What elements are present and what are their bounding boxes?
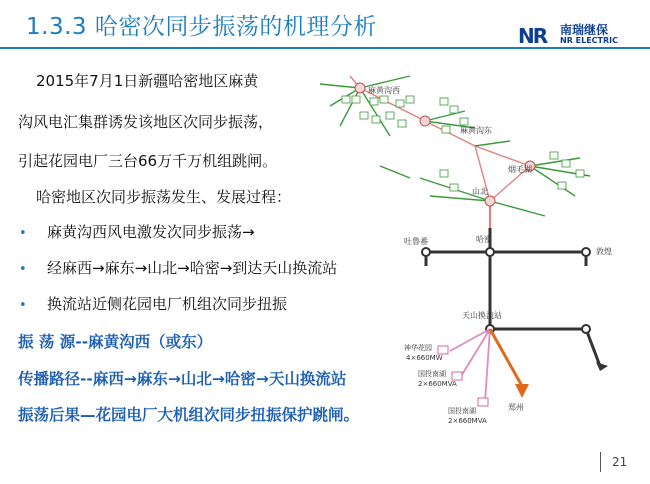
logo-chinese-name: 南瑞继保 bbox=[560, 23, 609, 37]
intro-line-3: 引起花园电厂三台66万千万机组跳闸。 bbox=[18, 152, 278, 170]
label-shanbei: 山北 bbox=[472, 187, 488, 196]
main-corridor bbox=[426, 228, 600, 366]
substation-boxes bbox=[342, 96, 584, 191]
label-zhengzhou: 郑州 bbox=[508, 403, 524, 412]
dunhuang-node bbox=[582, 248, 590, 256]
guotou2-plant bbox=[478, 398, 488, 406]
label-hami: 哈密 bbox=[476, 235, 492, 244]
label-huayuan-capacity: 4×660MW bbox=[406, 354, 443, 362]
oscillation-result: 振荡后果—花园电厂大机组次同步扭振保护跳闸。 bbox=[18, 406, 360, 424]
process-heading: 哈密地区次同步振荡发生、发展过程： bbox=[36, 188, 292, 206]
label-tulufan: 吐鲁番 bbox=[404, 237, 428, 246]
east-arrow bbox=[596, 362, 608, 371]
bullet-marker: • bbox=[19, 298, 27, 313]
page-number: 21 bbox=[612, 455, 628, 469]
oscillation-source: 振 荡 源--麻黄沟西（或东） bbox=[18, 333, 213, 351]
upper-network bbox=[320, 76, 590, 228]
logo-mark: NR bbox=[518, 24, 547, 48]
bullet-item-3: 换流站近侧花园电厂机组次同步扭振 bbox=[47, 295, 288, 313]
bullet-item-1: 麻黄沟西风电激发次同步振荡→ bbox=[47, 223, 255, 241]
logo-english-name: NR ELECTRIC bbox=[560, 36, 619, 45]
hami-node bbox=[486, 248, 494, 256]
title-divider bbox=[0, 47, 650, 49]
grid-network-diagram bbox=[300, 66, 650, 446]
label-yanmaohu: 烟毛湖 bbox=[508, 165, 532, 174]
page-number-divider bbox=[600, 452, 601, 472]
east-node bbox=[582, 325, 590, 333]
label-huayuan: 神华花园 bbox=[404, 344, 432, 352]
huayuan-plant bbox=[438, 346, 448, 354]
label-madong: 麻黄沟东 bbox=[460, 126, 492, 135]
label-guotou1-capacity: 2×660MVA bbox=[418, 380, 457, 388]
propagation-path: 传播路径--麻西→麻东→山北→哈密→天山换流站 bbox=[18, 370, 347, 388]
hvdc-arrow bbox=[515, 384, 529, 398]
bullet-marker: • bbox=[19, 262, 27, 277]
bullet-item-2: 经麻西→麻东→山北→哈密→到达天山换流站 bbox=[47, 259, 338, 277]
page-title: 1.3.3 哈密次同步振荡的机理分析 bbox=[26, 14, 377, 40]
hvdc-line bbox=[490, 329, 522, 386]
madong-node bbox=[420, 116, 430, 126]
label-dunhuang: 敦煌 bbox=[596, 247, 612, 256]
label-guotou2: 国投南湖 bbox=[448, 407, 476, 415]
label-maxi: 麻黄沟西 bbox=[368, 86, 400, 95]
shanbei-node bbox=[485, 196, 495, 206]
converter-plant-lines bbox=[450, 329, 490, 402]
guotou1-plant bbox=[452, 372, 462, 380]
label-guotou2-capacity: 2×660MVA bbox=[448, 417, 487, 425]
intro-line-2: 沟风电汇集群诱发该地区次同步振荡， bbox=[18, 113, 274, 131]
label-guotou1: 国投南湖 bbox=[418, 370, 446, 378]
tulufan-node bbox=[422, 248, 430, 256]
company-logo bbox=[518, 22, 643, 46]
bullet-marker: • bbox=[19, 226, 27, 241]
intro-line-1: 2015年7月1日新疆哈密地区麻黄 bbox=[36, 72, 259, 90]
maxi-node bbox=[355, 83, 365, 93]
label-tianshan: 天山换流站 bbox=[462, 311, 502, 320]
